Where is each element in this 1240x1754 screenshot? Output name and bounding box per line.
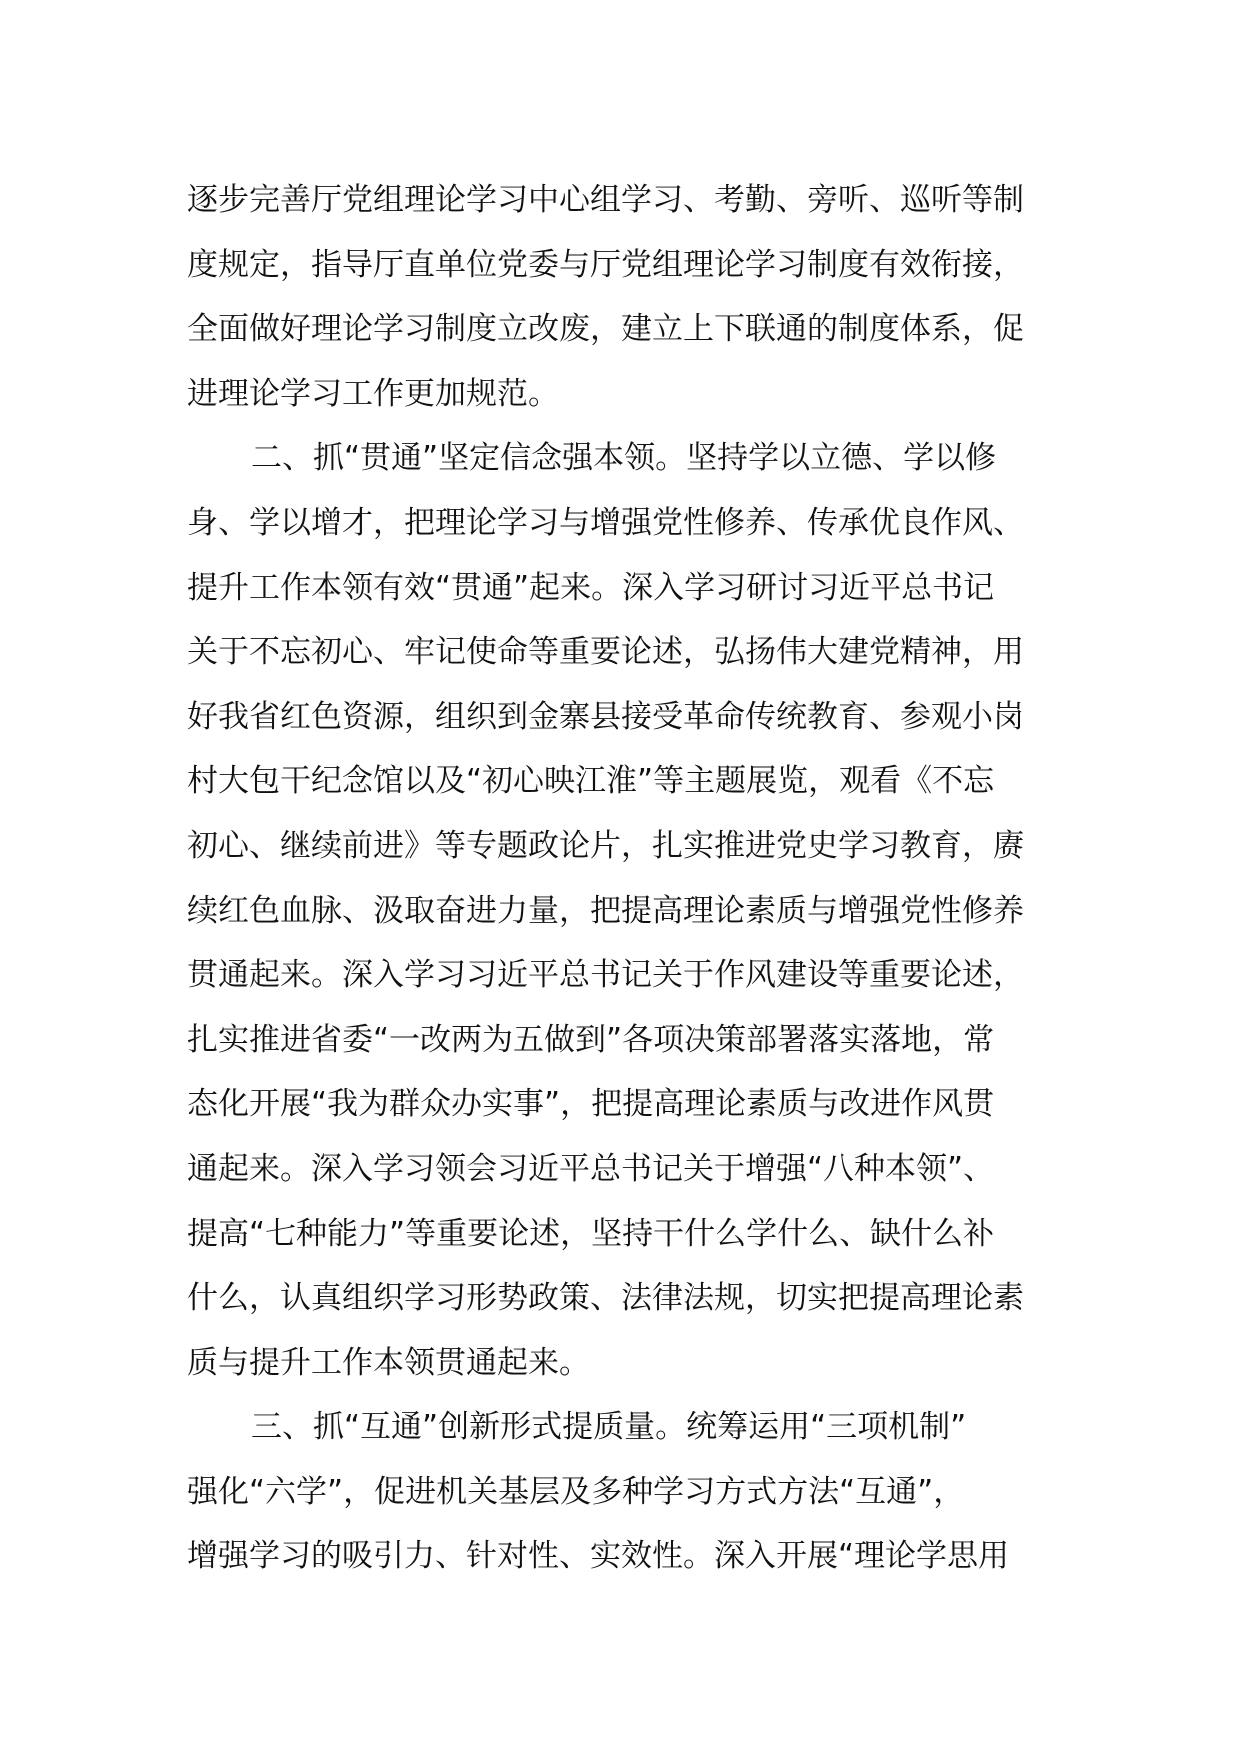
paragraph-2-line-4: 关于不忘初心、牢记使命等重要论述，弘扬伟大建党精神，用 xyxy=(187,634,1024,671)
paragraph-2-line-13: 提高“七种能力”等重要论述，坚持干什么学什么、缺什么补 xyxy=(187,1215,995,1252)
paragraph-2-line-8: 续红色血脉、汲取奋进力量，把提高理论素质与增强党性修养 xyxy=(187,892,1024,929)
paragraph-3 xyxy=(187,1395,1057,1589)
paragraph-2-line-5: 好我省红色资源，组织到金寨县接受革命传统教育、参观小岗 xyxy=(187,698,1024,735)
paragraph-2-line-1: 二、抓“贯通”坚定信念强本领。坚持学以立德、学以修 xyxy=(251,440,997,477)
paragraph-2-line-10: 扎实推进省委“一改两为五做到”各项决策部署落实落地，常 xyxy=(187,1021,995,1058)
paragraph-2-line-7: 初心、继续前进》等专题政论片，扎实推进党史学习教育，赓 xyxy=(187,827,1024,864)
paragraph-2 xyxy=(187,426,1057,1395)
paragraph-2-line-14: 什么，认真组织学习形势政策、法律法规，切实把提高理论素 xyxy=(187,1280,1024,1317)
document-body xyxy=(187,168,1057,1589)
paragraph-1-line-2: 度规定，指导厅直单位党委与厅党组理论学习制度有效衔接， xyxy=(187,246,1024,283)
paragraph-3-line-1: 三、抓“互通”创新形式提质量。统筹运用“三项机制” xyxy=(251,1409,967,1446)
paragraph-3-line-3: 增强学习的吸引力、针对性、实效性。深入开展“理论学思用 xyxy=(187,1538,1010,1575)
paragraph-1-line-4: 进理论学习工作更加规范。 xyxy=(187,375,559,412)
paragraph-2-line-6: 村大包干纪念馆以及“初心映江淮”等主题展览，观看《不忘 xyxy=(187,763,995,800)
paragraph-2-line-3: 提升工作本领有效“贯通”起来。深入学习研讨习近平总书记 xyxy=(187,569,995,606)
paragraph-2-line-2: 身、学以增才，把理论学习与增强党性修养、传承优良作风、 xyxy=(187,504,1024,541)
paragraph-2-line-11: 态化开展“我为群众办实事”，把提高理论素质与改进作风贯 xyxy=(187,1086,995,1123)
paragraph-1-line-3: 全面做好理论学习制度立改废，建立上下联通的制度体系，促 xyxy=(187,311,1024,348)
paragraph-2-line-9: 贯通起来。深入学习习近平总书记关于作风建设等重要论述， xyxy=(187,957,1024,994)
paragraph-2-line-15: 质与提升工作本领贯通起来。 xyxy=(187,1344,590,1381)
paragraph-2-line-12: 通起来。深入学习领会习近平总书记关于增强“八种本领”、 xyxy=(187,1150,995,1187)
paragraph-3-line-2: 强化“六学”，促进机关基层及多种学习方式方法“互通”， xyxy=(187,1473,965,1510)
paragraph-1-line-1: 逐步完善厅党组理论学习中心组学习、考勤、旁听、巡听等制 xyxy=(187,182,1024,218)
paragraph-1 xyxy=(187,168,1057,426)
